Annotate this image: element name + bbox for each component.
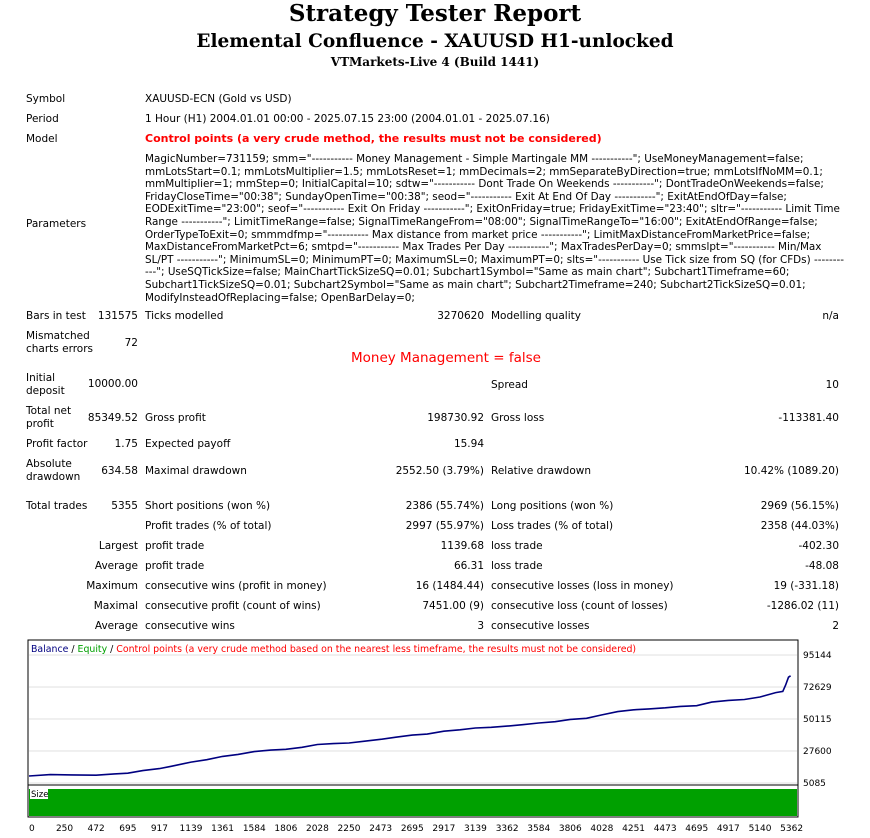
net-profit-label-2: profit (26, 418, 54, 430)
largest-loss-label: loss trade (491, 540, 543, 552)
consecutive-loss-value: -1286.02 (11) (766, 600, 839, 612)
maximum-label: Maximum (86, 580, 138, 592)
gross-profit-value: 198730.92 (427, 412, 484, 424)
symbol-value: XAUUSD-ECN (Gold vs USD) (145, 93, 292, 105)
gross-loss-label: Gross loss (491, 412, 545, 424)
spread-value: 10 (825, 379, 839, 391)
x-tick-label: 4251 (622, 824, 646, 834)
initial-label-1: Initial (26, 372, 56, 384)
avg-consecutive-wins-label: consecutive wins (145, 620, 235, 632)
total-trades-value: 5355 (111, 500, 138, 512)
x-tick-label: 4917 (716, 824, 740, 834)
money-management-note: Money Management = false (351, 350, 541, 366)
consecutive-profit-label: consecutive profit (count of wins) (145, 600, 321, 612)
x-tick-label: 1584 (242, 824, 266, 834)
loss-trades-value: 2358 (44.03%) (760, 520, 839, 532)
x-tick-label: 2695 (400, 824, 424, 834)
profit-factor-label: Profit factor (26, 438, 88, 450)
mismatched-value: 72 (124, 337, 138, 349)
x-tick-label: 1139 (179, 824, 203, 834)
avg-consecutive-losses-value: 2 (832, 620, 839, 632)
size-label: Size (31, 790, 49, 800)
initial-deposit-value: 10000.00 (87, 378, 138, 390)
chart-x-axis (29, 824, 803, 834)
expected-payoff-value: 15.94 (453, 438, 484, 450)
profit-factor-value: 1.75 (114, 438, 138, 450)
gross-profit-label: Gross profit (145, 412, 206, 424)
server-info: VTMarkets-Live 4 (Build 1441) (330, 55, 540, 69)
average-profit-value: 66.31 (453, 560, 484, 572)
bars-label: Bars in test (26, 310, 86, 322)
consecutive-loss-label: consecutive loss (count of losses) (491, 600, 668, 612)
parameters-value: MagicNumber=731159; smm="----------- Money Management - Simple Martingale MM -----------"; UseMoneyManagement=false; mmLotsStart=0.1; mmLotsMultiplier=1.5; mmLotsReset=1; mmDecimals=2; mmSeparateByDirection=true; mmLotsIfNoMM=0.1; mmMultiplier=1; mmStep=0; InitialCapital=10; sdtw="----------- Dont Trade On Weekends -----------"; DontTradeOnWeekends=false; FridayCloseTime="00:38"; SundayOpenTime="00:38"; seod="----------- Exit At End Of Day -----------"; ExitAtEndOfDay=false; EODExitTime="23:00"; seof="----------- Exit On Friday -----------"; ExitOnFriday=true; FridayExitTime="23:40"; sltr="----------- Limit Time Range -----------"; LimitTimeRange=false; SignalTimeRangeFrom="08:00"; SignalTimeRangeTo="16:00"; ExitAtEndOfRange=false; OrderTypeToExit=0; smmmdfmp="----------- Max distance from market price -----------"; LimitMaxDistanceFromMarketPrice=false; MaxDistanceFromMarketPct=6; smtpd="----------- Max Trades Per Day -----------"; MaxTradesPerDay=0; smmslpt="----------- Min/Max SL/PT -----------"; MinimumSL=0; MinimumPT=0; MaximumSL=0; MaximumPT=0; slts="----------- Use Tick size from SQ (for CFDs) -----------"; UseSQTickSize=false; MainChartTickSizeSQ=0.01; Subchart1Symbol="Same as main chart"; Subchart1Timeframe=60; Subchart1TickSizeSQ=0.01; Subchart2Symbol="Same as main chart"; Subchart2Timeframe=240; Subchart2TickSizeSQ=0.01; ModifyInsteadOfReplacing=false; OpenBarDelay=0; (145, 153, 844, 304)
long-positions-value: 2969 (56.15%) (760, 500, 839, 512)
x-tick-label: 5140 (748, 824, 772, 834)
profit-trades-value: 2997 (55.97%) (405, 520, 484, 532)
x-tick-label: 2250 (337, 824, 361, 834)
legend-balance: Balance (31, 644, 69, 655)
x-tick-label: 4695 (685, 824, 709, 834)
x-tick-label: 695 (119, 824, 137, 834)
short-positions-value: 2386 (55.74%) (405, 500, 484, 512)
y-tick-label: 95144 (803, 651, 832, 661)
y-tick-label: 72629 (803, 683, 832, 694)
legend-sep-2: / (107, 644, 117, 655)
largest-profit-label: profit trade (145, 540, 205, 552)
maximal-drawdown-label: Maximal drawdown (145, 465, 247, 477)
largest-label: Largest (98, 540, 138, 552)
ticks-value: 3270620 (437, 310, 484, 322)
x-tick-label: 1361 (211, 824, 235, 834)
relative-drawdown-label: Relative drawdown (491, 465, 592, 477)
x-tick-label: 5362 (780, 824, 804, 834)
absolute-drawdown-label-1: Absolute (26, 458, 72, 470)
period-value: 1 Hour (H1) 2004.01.01 00:00 - 2025.07.15 23:00 (2004.01.01 - 2025.07.16) (145, 113, 550, 125)
report-title: Strategy Tester Report (288, 0, 582, 27)
legend-equity: Equity (77, 644, 108, 655)
legend-note: Control points (a very crude method based on the nearest less timeframe, the results must not be considered) (116, 644, 637, 655)
average-loss-value: -48.08 (805, 560, 839, 572)
consecutive-wins-value: 16 (1484.44) (415, 580, 484, 592)
consecutive-profit-value: 7451.00 (9) (422, 600, 484, 612)
bars-value: 131575 (97, 310, 138, 322)
consecutive-losses-value: 19 (-331.18) (773, 580, 839, 592)
x-tick-label: 472 (87, 824, 105, 834)
consecutive-losses-label: consecutive losses (loss in money) (491, 580, 674, 592)
chart-plot-area (28, 640, 798, 785)
chart-legend (31, 644, 636, 655)
maximal-label: Maximal (93, 600, 138, 612)
chart-y-axis (803, 651, 832, 789)
x-tick-label: 917 (150, 824, 169, 834)
legend-sep-1: / (68, 644, 78, 655)
y-tick-label: 50115 (803, 714, 832, 725)
x-tick-label: 4473 (653, 824, 677, 834)
x-tick-label: 3362 (495, 824, 519, 834)
average-2-label: Average (94, 620, 138, 632)
expected-payoff-label: Expected payoff (145, 438, 231, 450)
quality-value: n/a (822, 310, 839, 322)
total-trades-label: Total trades (26, 500, 88, 512)
x-tick-label: 2917 (432, 824, 456, 834)
average-loss-label: loss trade (491, 560, 543, 572)
largest-profit-value: 1139.68 (440, 540, 484, 552)
loss-trades-label: Loss trades (% of total) (491, 520, 614, 532)
average-profit-label: profit trade (145, 560, 205, 572)
short-positions-label: Short positions (won %) (145, 500, 271, 512)
ticks-label: Ticks modelled (145, 310, 224, 322)
x-tick-label: 3806 (558, 824, 582, 834)
model-label: Model (26, 133, 58, 145)
report-subtitle: Elemental Confluence - XAUUSD H1-unlocked (196, 31, 674, 52)
quality-label: Modelling quality (491, 310, 581, 322)
y-tick-label: 27600 (803, 746, 832, 757)
x-tick-label: 1806 (274, 824, 298, 834)
spread-label: Spread (491, 379, 528, 391)
initial-label-2: deposit (26, 385, 65, 397)
consecutive-wins-label: consecutive wins (profit in money) (145, 580, 327, 592)
largest-loss-value: -402.30 (798, 540, 839, 552)
x-tick-label: 4028 (590, 824, 614, 834)
mismatched-label-2: charts errors (26, 343, 93, 355)
period-label: Period (26, 113, 59, 125)
gross-loss-value: -113381.40 (778, 412, 839, 424)
average-label: Average (94, 560, 138, 572)
x-tick-label: 2028 (305, 824, 329, 834)
avg-consecutive-wins-value: 3 (477, 620, 484, 632)
net-profit-value: 85349.52 (87, 412, 138, 424)
relative-drawdown-value: 10.42% (1089.20) (744, 465, 839, 477)
model-value: Control points (a very crude method, the results must not be considered) (145, 132, 602, 145)
parameters-label: Parameters (26, 218, 87, 230)
long-positions-label: Long positions (won %) (491, 500, 614, 512)
x-tick-label: 0 (29, 824, 35, 834)
symbol-label: Symbol (26, 93, 66, 105)
avg-consecutive-losses-label: consecutive losses (491, 620, 590, 632)
y-tick-label: 5085 (803, 779, 826, 789)
profit-trades-label: Profit trades (% of total) (145, 520, 272, 532)
maximal-drawdown-value: 2552.50 (3.79%) (395, 465, 484, 477)
x-tick-label: 2473 (369, 824, 393, 834)
x-tick-label: 3584 (527, 824, 551, 834)
size-subchart-bar (29, 789, 797, 816)
absolute-drawdown-label-2: drawdown (26, 471, 81, 483)
absolute-drawdown-value: 634.58 (101, 465, 138, 477)
mismatched-label-1: Mismatched (26, 330, 90, 342)
x-tick-label: 250 (55, 824, 74, 834)
net-profit-label-1: Total net (26, 405, 72, 417)
x-tick-label: 3139 (463, 824, 487, 834)
